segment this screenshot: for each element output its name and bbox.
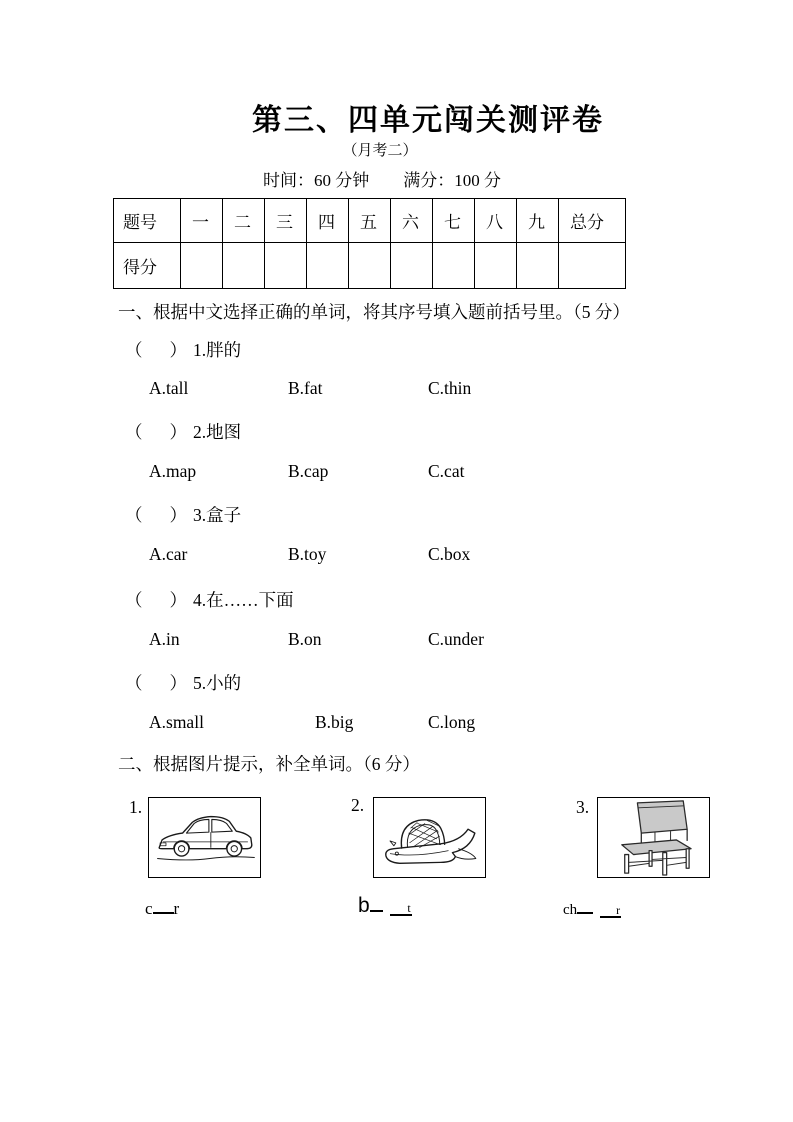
score-cell: [517, 243, 559, 289]
options-row-2: [149, 461, 619, 482]
score-label: 得分: [114, 243, 181, 289]
figure-2-number: 2.: [351, 795, 365, 815]
page-title: 第三、四单元闯关测评卷: [252, 104, 604, 137]
fill-word-car: [145, 899, 179, 919]
figure-1-number: 1.: [129, 797, 143, 817]
time-info: 时间：60 分钟: [263, 171, 370, 190]
score-cell: [391, 243, 433, 289]
fill-word-boat: [358, 894, 412, 918]
section-one-heading: 一、根据中文选择正确的单词，将其序号填入题前括号里。（5 分）: [118, 302, 630, 322]
figure-2-box: [373, 797, 486, 878]
score-cell: [433, 243, 475, 289]
question-label: 5.小的: [193, 673, 242, 693]
col-header: 八: [475, 199, 517, 243]
option-c: C.thin: [428, 378, 472, 398]
answer-bracket-open: （: [125, 590, 143, 610]
question-label: 1.胖的: [193, 340, 242, 360]
col-header-total: 总分: [559, 199, 626, 243]
col-header: 一: [181, 199, 223, 243]
answer-bracket-open: （: [125, 505, 143, 525]
answer-bracket-close: ）: [169, 590, 187, 610]
score-cell: [349, 243, 391, 289]
col-header: 二: [223, 199, 265, 243]
question-label: 4.在……下面: [193, 590, 294, 610]
word-suffix: r: [173, 899, 180, 918]
answer-bracket-open: （: [125, 422, 143, 442]
question-number-label: 题号: [114, 199, 181, 243]
word-blank: [370, 897, 383, 912]
option-c: C.cat: [428, 461, 465, 481]
col-header: 七: [433, 199, 475, 243]
option-b: B.cap: [288, 461, 329, 481]
figure-3-box: [597, 797, 710, 878]
answer-bracket-close: ）: [169, 673, 187, 693]
options-row-5: [149, 712, 619, 733]
score-table-header-row: [114, 199, 626, 243]
section-two-heading: 二、根据图片提示，补全单词。（6 分）: [118, 754, 420, 774]
word-prefix: b: [358, 894, 370, 917]
answer-bracket-close: ）: [169, 505, 187, 525]
score-table-score-row: [114, 243, 626, 289]
option-b: B.fat: [288, 378, 323, 398]
answer-bracket-open: （: [125, 673, 143, 693]
col-header: 三: [265, 199, 307, 243]
word-blank: [153, 899, 174, 914]
car-image: [149, 798, 260, 877]
question-5: [125, 670, 241, 695]
options-row-1: [149, 378, 619, 399]
score-cell: [475, 243, 517, 289]
option-a: A.in: [149, 629, 180, 649]
col-header: 九: [517, 199, 559, 243]
option-c: C.long: [428, 712, 476, 732]
option-c: C.box: [428, 544, 471, 564]
col-header: 六: [391, 199, 433, 243]
chair-image: [598, 798, 709, 877]
figure-3-number: 3.: [576, 797, 590, 817]
score-cell: [265, 243, 307, 289]
word-suffix: t: [407, 901, 411, 915]
score-cell: [223, 243, 265, 289]
score-cell: [181, 243, 223, 289]
col-header: 四: [307, 199, 349, 243]
word-blank: [390, 901, 412, 916]
score-table: [113, 198, 626, 289]
option-c: C.under: [428, 629, 484, 649]
boat-image: [374, 798, 485, 877]
figure-1-box: [148, 797, 261, 878]
answer-bracket-open: （: [125, 340, 143, 360]
score-cell: [307, 243, 349, 289]
question-label: 3.盒子: [193, 505, 242, 525]
answer-bracket-close: ）: [169, 340, 187, 360]
score-cell-total: [559, 243, 626, 289]
options-row-3: [149, 544, 619, 565]
option-a: A.map: [149, 461, 197, 481]
page-subtitle: （月考二）: [342, 143, 418, 159]
option-b: B.big: [315, 712, 354, 732]
answer-bracket-close: ）: [169, 422, 187, 442]
question-2: [125, 419, 241, 444]
options-row-4: [149, 629, 619, 650]
col-header: 五: [349, 199, 391, 243]
option-a: A.tall: [149, 378, 189, 398]
question-label: 2.地图: [193, 422, 242, 442]
option-b: B.toy: [288, 544, 327, 564]
word-suffix: r: [616, 903, 621, 917]
full-score-info: 满分：100 分: [403, 171, 501, 190]
word-prefix: c: [145, 899, 153, 918]
question-1: [125, 337, 241, 362]
word-blank: [600, 903, 621, 918]
question-3: [125, 502, 241, 527]
word-prefix: ch: [563, 902, 578, 918]
exam-info-line: [0, 166, 764, 191]
option-b: B.on: [288, 629, 322, 649]
question-4: [125, 587, 294, 612]
fill-word-chair: [563, 899, 621, 919]
option-a: A.car: [149, 544, 188, 564]
option-a: A.small: [149, 712, 204, 732]
word-blank: [577, 899, 593, 914]
